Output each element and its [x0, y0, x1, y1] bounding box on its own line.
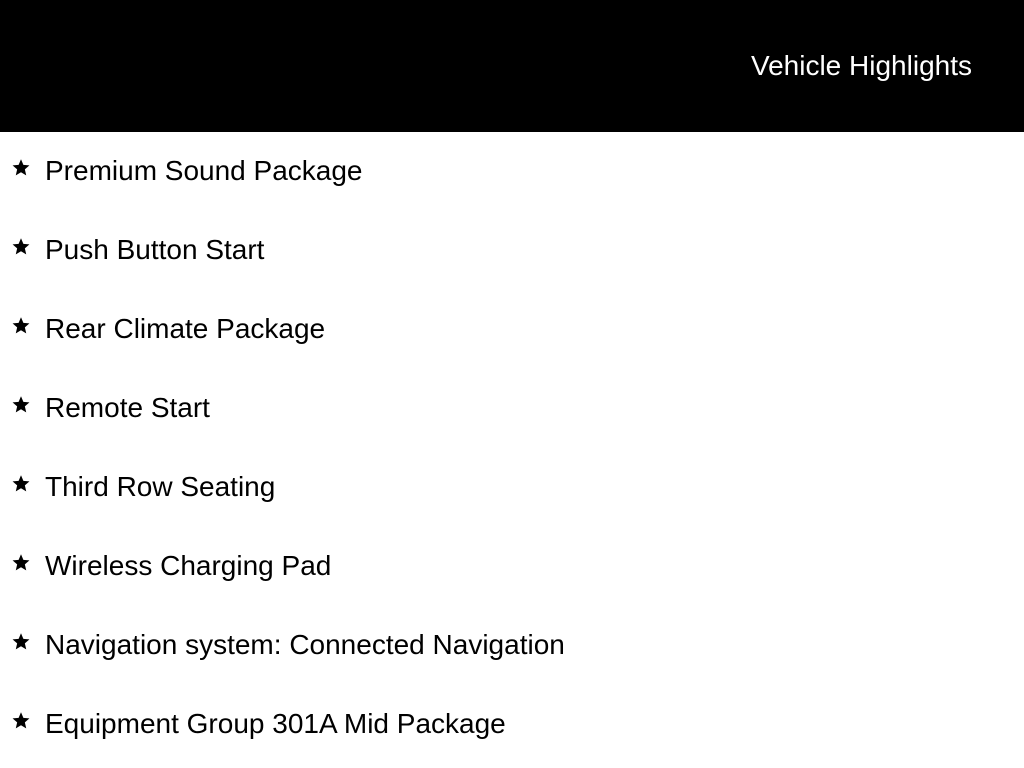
highlight-item — [0, 527, 1024, 606]
highlight-item — [0, 211, 1024, 290]
highlight-item — [0, 132, 1024, 211]
page-title: Vehicle Highlights — [750, 50, 972, 81]
highlight-label: Premium Sound Package — [45, 155, 363, 186]
header-banner — [0, 0, 1024, 132]
highlight-label: Rear Climate Package — [45, 313, 326, 344]
highlight-item — [0, 290, 1024, 369]
highlight-label: Wireless Charging Pad — [45, 550, 332, 581]
vehicle-highlights-list — [0, 132, 1024, 764]
highlight-label: Remote Start — [45, 392, 210, 423]
highlight-item — [0, 369, 1024, 448]
star-icon — [10, 552, 32, 574]
star-icon — [10, 236, 32, 258]
highlight-item — [0, 448, 1024, 527]
highlight-label: Third Row Seating — [45, 471, 276, 502]
highlight-label: Equipment Group 301A Mid Package — [45, 708, 506, 739]
highlight-item — [0, 606, 1024, 685]
highlight-item — [0, 685, 1024, 764]
star-icon — [10, 394, 32, 416]
star-icon — [10, 631, 32, 653]
star-icon — [10, 157, 32, 179]
star-icon — [10, 315, 32, 337]
star-icon — [10, 710, 32, 732]
star-icon — [10, 473, 32, 495]
highlight-label: Navigation system: Connected Navigation — [45, 629, 565, 660]
highlight-label: Push Button Start — [45, 234, 265, 265]
